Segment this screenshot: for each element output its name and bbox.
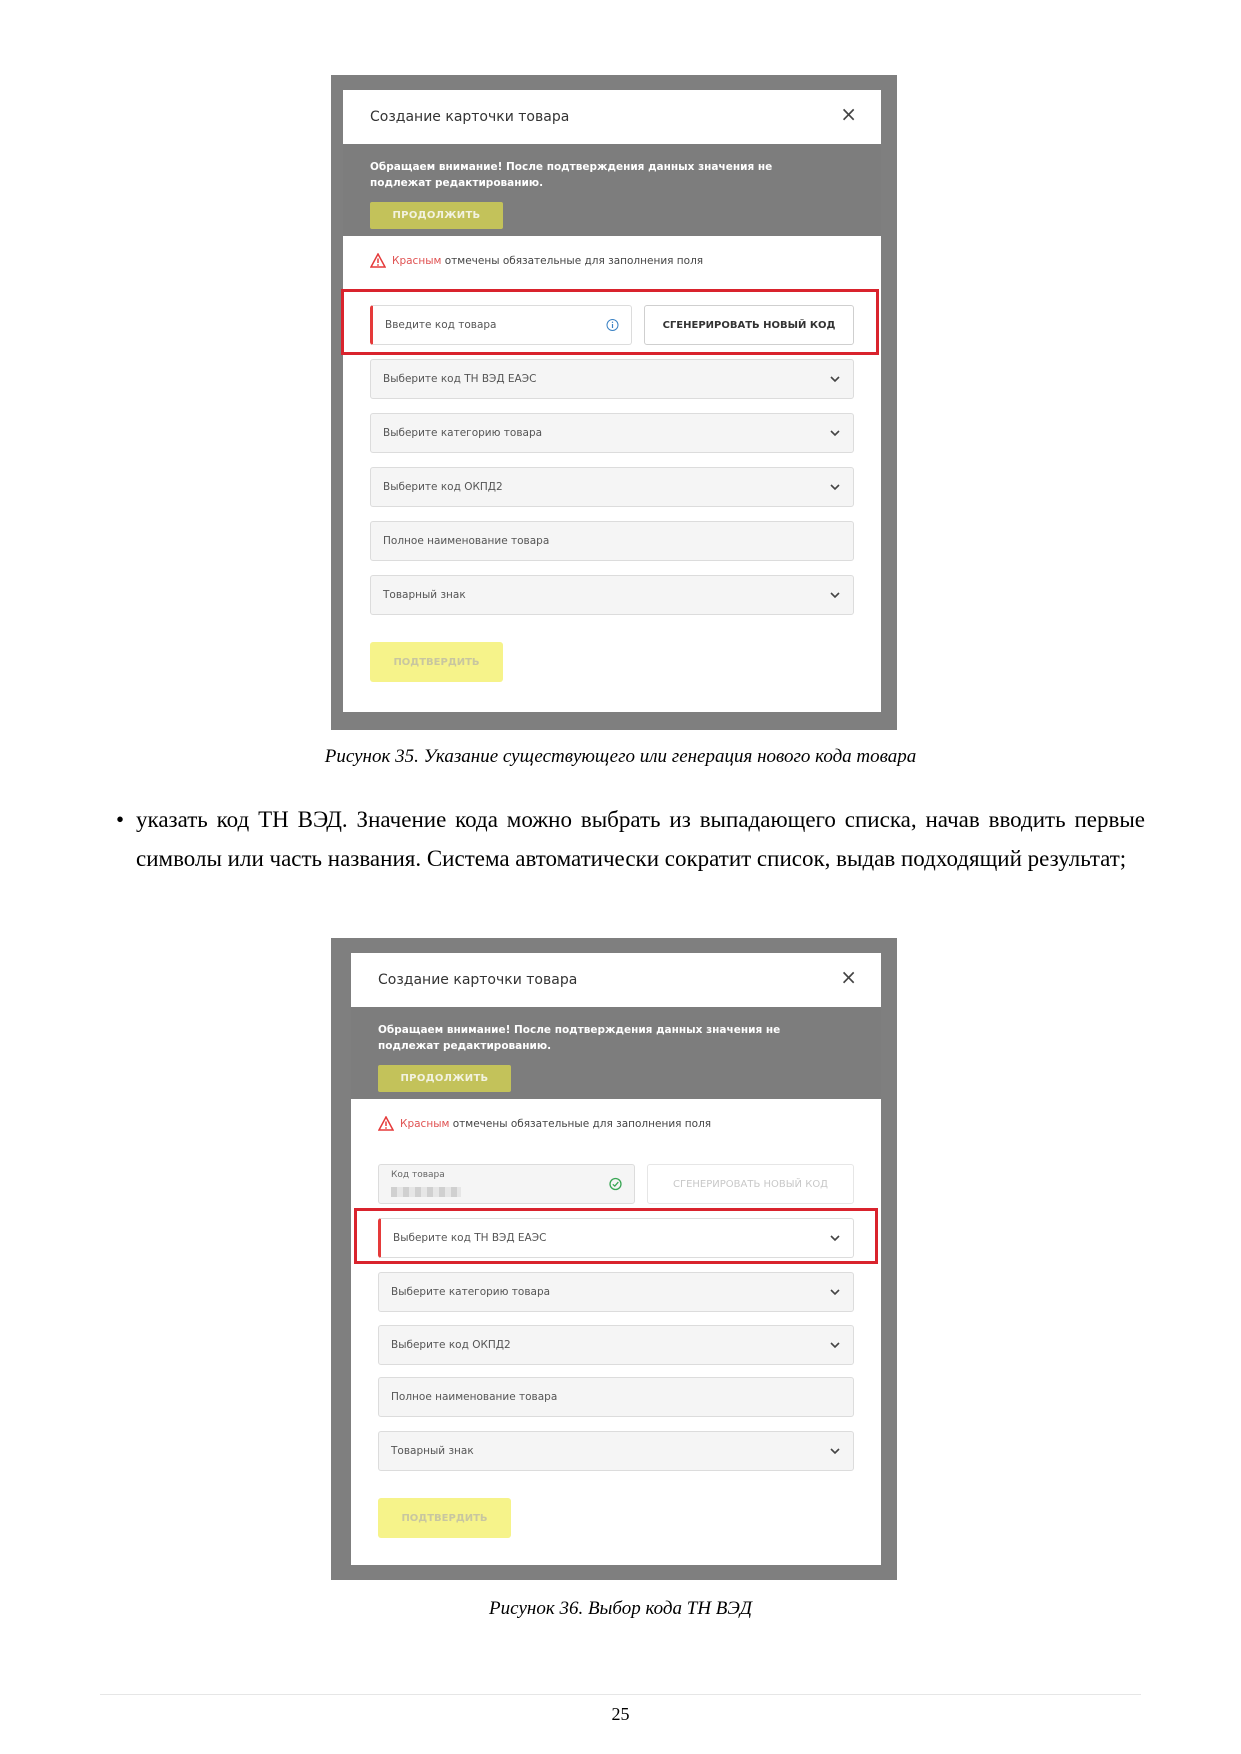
modal-header xyxy=(351,953,881,1007)
notice-panel xyxy=(351,1007,881,1099)
fullname-placeholder: Полное наименование товара xyxy=(391,1391,558,1403)
figure-35-caption: Рисунок 35. Указание существующего или генерация нового кода товара xyxy=(324,746,917,767)
chevron-down-icon xyxy=(829,1447,841,1455)
trademark-placeholder: Товарный знак xyxy=(383,589,466,601)
product-code-label: Код товара xyxy=(391,1170,445,1180)
required-red-word: Красным xyxy=(400,1117,450,1130)
notice-panel xyxy=(343,144,881,236)
category-select[interactable] xyxy=(370,413,854,453)
figure-35-screenshot xyxy=(331,75,897,730)
fullname-input[interactable] xyxy=(378,1377,854,1417)
product-card-modal xyxy=(343,90,881,712)
product-code-placeholder: Введите код товара xyxy=(385,319,497,331)
chevron-down-icon xyxy=(829,1341,841,1349)
required-rest-text: отмечены обязательные для заполнения поля xyxy=(452,1117,712,1130)
confirm-button[interactable]: ПОДТВЕРДИТЬ xyxy=(378,1498,511,1538)
product-code-input[interactable] xyxy=(378,1164,635,1204)
figure-36-screenshot xyxy=(331,938,897,1580)
bullet-mark: • xyxy=(116,807,125,832)
product-code-value-blurred xyxy=(391,1187,461,1197)
modal-title: Создание карточки товара xyxy=(378,972,578,988)
bullet-paragraph: указать код ТН ВЭД. Значение кода можно выбрать из выпадающего списка, начав вводить первые символы или часть названия. Система автоматически сократит список, выдав подходящий результат; xyxy=(136,807,1145,871)
chevron-down-icon xyxy=(829,483,841,491)
okpd-select[interactable] xyxy=(378,1325,854,1365)
check-circle-icon xyxy=(609,1178,622,1191)
chevron-down-icon xyxy=(829,375,841,383)
modal-title: Создание карточки товара xyxy=(370,109,570,125)
trademark-select[interactable] xyxy=(378,1431,854,1471)
notice-text: Обращаем внимание! После подтверждения данных значения не подлежат редактированию. xyxy=(378,1024,781,1052)
tnved-placeholder: Выберите код ТН ВЭД ЕАЭС xyxy=(393,1232,547,1244)
okpd-select[interactable] xyxy=(370,467,854,507)
tnved-select[interactable] xyxy=(370,359,854,399)
notice-text: Обращаем внимание! После подтверждения данных значения не подлежат редактированию. xyxy=(370,161,773,189)
highlight-box xyxy=(341,289,879,355)
page-number: 25 xyxy=(611,1704,630,1724)
required-hint xyxy=(370,253,703,268)
category-placeholder: Выберите категорию товара xyxy=(391,1286,551,1298)
continue-button[interactable]: ПРОДОЛЖИТЬ xyxy=(370,202,503,229)
required-rest-text: отмечены обязательные для заполнения поля xyxy=(444,254,704,267)
required-red-word: Красным xyxy=(392,254,442,267)
okpd-placeholder: Выберите код ОКПД2 xyxy=(391,1339,511,1351)
required-hint xyxy=(378,1116,711,1131)
figure-36-caption: Рисунок 36. Выбор кода ТН ВЭД xyxy=(489,1598,752,1619)
okpd-placeholder: Выберите код ОКПД2 xyxy=(383,481,503,493)
warning-icon xyxy=(370,253,386,268)
chevron-down-icon xyxy=(829,591,841,599)
chevron-down-icon xyxy=(829,1288,841,1296)
chevron-down-icon xyxy=(829,429,841,437)
category-placeholder: Выберите категорию товара xyxy=(383,427,543,439)
footer-divider xyxy=(100,1694,1141,1695)
highlight-box xyxy=(354,1208,878,1264)
close-icon[interactable]: × xyxy=(840,102,857,126)
modal-header xyxy=(343,90,881,144)
warning-icon xyxy=(378,1116,394,1131)
trademark-placeholder: Товарный знак xyxy=(391,1445,474,1457)
close-icon[interactable]: × xyxy=(840,965,857,989)
generate-code-button[interactable]: СГЕНЕРИРОВАТЬ НОВЫЙ КОД xyxy=(647,1164,854,1204)
tnved-placeholder: Выберите код ТН ВЭД ЕАЭС xyxy=(383,373,537,385)
fullname-input[interactable] xyxy=(370,521,854,561)
generate-code-button[interactable]: СГЕНЕРИРОВАТЬ НОВЫЙ КОД xyxy=(644,305,854,345)
fullname-placeholder: Полное наименование товара xyxy=(383,535,550,547)
category-select[interactable] xyxy=(378,1272,854,1312)
trademark-select[interactable] xyxy=(370,575,854,615)
confirm-button[interactable]: ПОДТВЕРДИТЬ xyxy=(370,642,503,682)
product-card-modal xyxy=(351,953,881,1565)
continue-button[interactable]: ПРОДОЛЖИТЬ xyxy=(378,1065,511,1092)
